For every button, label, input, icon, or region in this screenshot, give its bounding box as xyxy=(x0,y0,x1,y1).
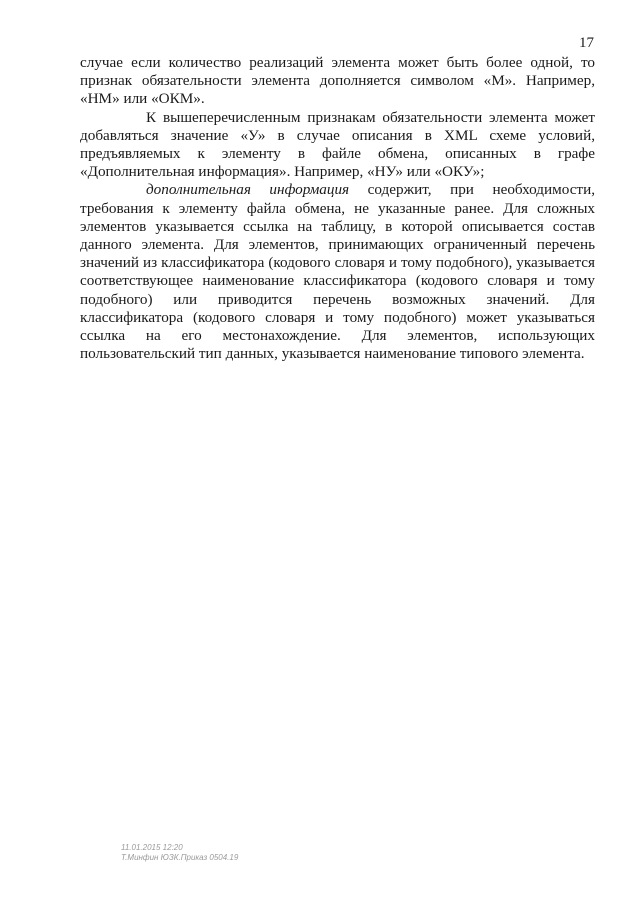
page-number: 17 xyxy=(579,35,594,51)
footer-timestamp: 11.01.2015 12:20 xyxy=(121,843,183,852)
paragraph-additional-info-text: содержит, при необходимости, требования к элементу файла обмена, не указанные ранее. Для сложных элементов указывается ссылка на таблицу, в которой описывается состав данного элемента. Для элементов, принимающих ограниченный перечень значений из классификатора (кодового словаря и тому подобного), указывается соответствующее наименование классификатора (кодового словаря и тому подобного) или приводится перечень возможных значений. Для классификатора (кодового словаря и тому подобного) может указываться ссылка на его местонахождение. Для элементов, использующих пользовательский тип данных, указывается наименование типового элемента. xyxy=(80,181,595,363)
print-footer xyxy=(121,843,238,863)
paragraph-additional-flag: К вышеперечисленным признакам обязательности элемента может добавляться значение «У» в случае описания в XML схеме условий, предъявляемых к элементу в файле обмена, описанных в графе «Дополнительная информация». Например, «НУ» или «ОКУ»; xyxy=(80,108,595,181)
paragraph-continuation: случае если количество реализаций элемента может быть более одной, то признак обязательности элемента дополняется символом «М». Например, «НМ» или «ОКМ». xyxy=(80,54,595,108)
paragraph-additional-info xyxy=(80,181,595,363)
term-additional-info: дополнительная информация xyxy=(146,181,350,199)
footer-file-path: Т.Минфин ЮЗК.Приказ 0504.19 xyxy=(121,853,239,862)
document-body xyxy=(80,54,595,363)
